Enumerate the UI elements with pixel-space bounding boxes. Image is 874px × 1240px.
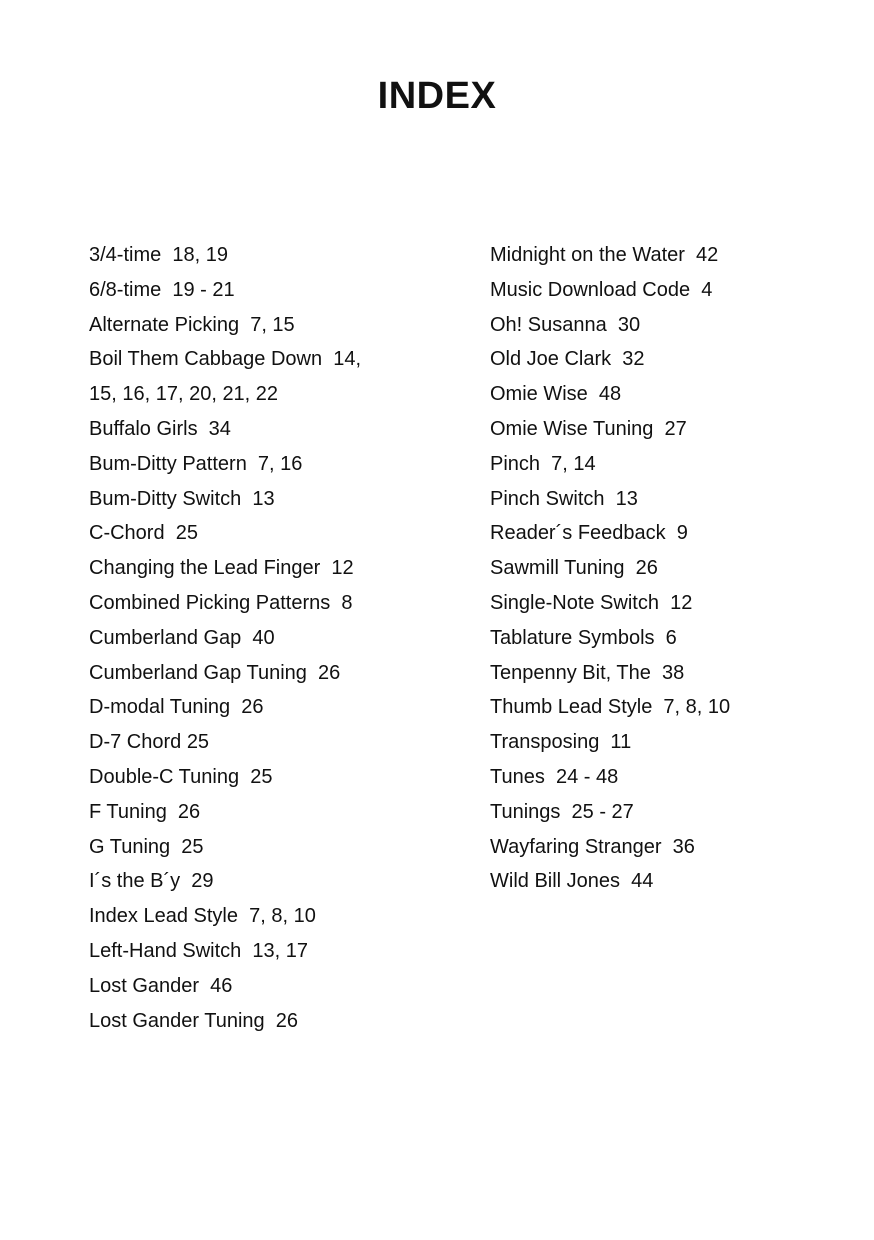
index-entry: Oh! Susanna 30 xyxy=(490,313,641,336)
index-entry: Boil Them Cabbage Down 14, xyxy=(89,348,362,371)
index-entry: C-Chord 25 xyxy=(89,522,198,545)
index-entry: Tablature Symbols 6 xyxy=(490,626,677,649)
index-entry: Single-Note Switch 12 xyxy=(490,591,693,614)
index-entry: Sawmill Tuning 26 xyxy=(490,557,658,580)
index-entry: D-7 Chord 25 xyxy=(89,731,210,754)
index-entry: Tunings 25 - 27 xyxy=(490,800,634,823)
index-entry: Left-Hand Switch 13, 17 xyxy=(89,939,309,962)
index-entry: Wild Bill Jones 44 xyxy=(490,870,654,893)
index-entry: Bum-Ditty Switch 13 xyxy=(89,487,275,510)
index-entry: 6/8-time 19 - 21 xyxy=(89,278,235,301)
index-entry: Changing the Lead Finger 12 xyxy=(89,557,354,580)
index-entry: Bum-Ditty Pattern 7, 16 xyxy=(89,452,303,475)
index-entry: Index Lead Style 7, 8, 10 xyxy=(89,905,316,928)
index-entry: Lost Gander 46 xyxy=(89,974,233,997)
index-entry: Pinch Switch 13 xyxy=(490,487,638,510)
index-entry: Transposing 11 xyxy=(490,731,632,754)
page-title: INDEX xyxy=(377,75,497,117)
index-entry: Music Download Code 4 xyxy=(490,278,713,301)
index-column-right xyxy=(490,238,860,899)
index-entry: Pinch 7, 14 xyxy=(490,452,596,475)
index-entry: G Tuning 25 xyxy=(89,835,204,858)
index-entry: Old Joe Clark 32 xyxy=(490,348,645,371)
index-entry: Midnight on the Water 42 xyxy=(490,244,719,266)
index-entry: Combined Picking Patterns 8 xyxy=(89,591,353,614)
index-entry: Cumberland Gap 40 xyxy=(89,626,275,649)
index-entry: Tenpenny Bit, The 38 xyxy=(490,661,685,684)
index-entry: F Tuning 26 xyxy=(89,800,201,823)
index-entry: I´s the B´y 29 xyxy=(89,870,214,893)
index-entry: Tunes 24 - 48 xyxy=(490,765,619,788)
index-entry: Double-C Tuning 25 xyxy=(89,765,273,788)
index-entry: Lost Gander Tuning 26 xyxy=(89,1009,299,1032)
index-entry: Reader´s Feedback 9 xyxy=(490,522,688,545)
index-entry: Buffalo Girls 34 xyxy=(89,417,231,440)
index-entry: 3/4-time 18, 19 xyxy=(89,244,228,266)
index-entry: Omie Wise Tuning 27 xyxy=(490,417,687,440)
index-entry: Omie Wise 48 xyxy=(490,383,622,406)
index-entry: 15, 16, 17, 20, 21, 22 xyxy=(89,383,279,406)
index-entry: Wayfaring Stranger 36 xyxy=(490,835,695,858)
index-entry: D-modal Tuning 26 xyxy=(89,696,264,719)
index-entry: Thumb Lead Style 7, 8, 10 xyxy=(490,696,731,719)
index-entry: Alternate Picking 7, 15 xyxy=(89,313,295,336)
index-entry: Cumberland Gap Tuning 26 xyxy=(89,661,341,684)
index-column-left xyxy=(89,238,469,1038)
